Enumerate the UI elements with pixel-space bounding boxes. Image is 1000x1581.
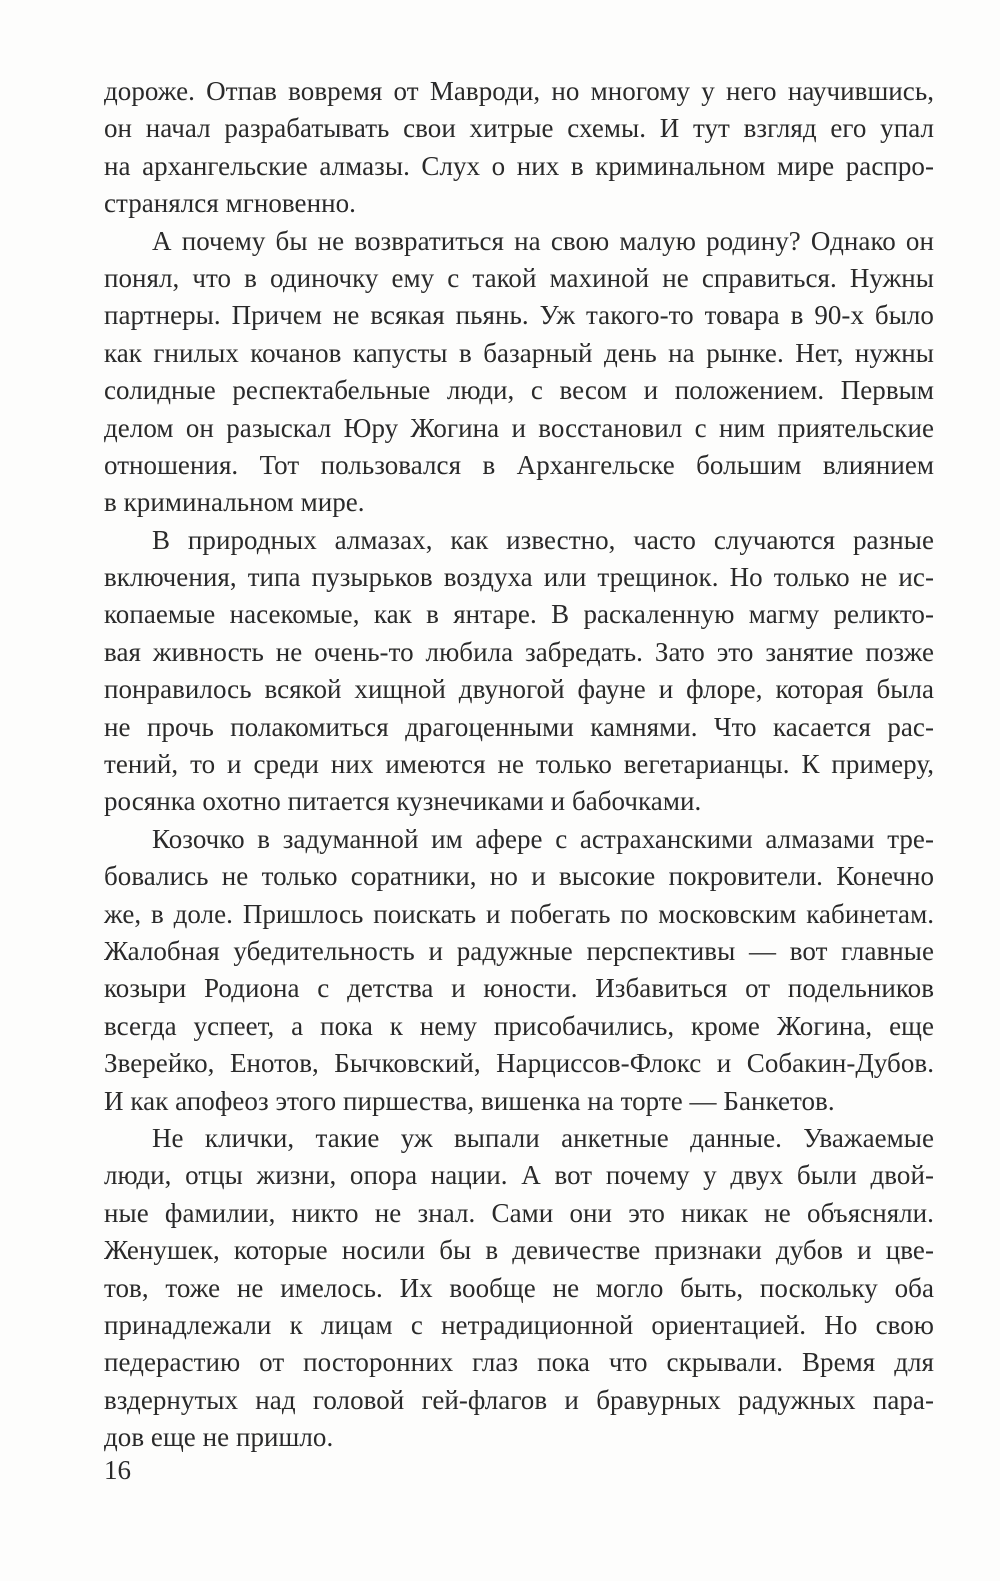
text-line: вая живность не очень-то любила забредать. Зато это занятие позже (104, 636, 934, 667)
text-line: дов еще не пришло. (104, 1422, 334, 1453)
text-line: странялся мгновенно. (104, 188, 356, 219)
text-line: И как апофеоз этого пиршества, вишенка на торте — Банкетов. (104, 1085, 835, 1116)
text-line: не прочь полакомиться драгоценными камнями. Что касается рас- (104, 711, 934, 742)
text-line: делом он разыскал Юру Жогина и восстановил с ним приятельские (104, 412, 934, 443)
page-number: 16 (104, 1455, 131, 1485)
text-line: копаемые насекомые, как в янтаре. В раскаленную магму реликто- (104, 599, 934, 630)
text-line: тов, тоже не имелось. Их вообще не могло быть, поскольку оба (104, 1272, 934, 1303)
text-line: бовались не только соратники, но и высокие покровители. Конечно (104, 861, 934, 892)
text-line: вздернутых над головой гей-флагов и бравурных радужных пара- (104, 1384, 934, 1415)
text-line: в криминальном мире. (104, 487, 365, 518)
text-line: Женушек, которые носили бы в девичестве признаки дубов и цве- (104, 1235, 934, 1266)
text-line: В природных алмазах, как известно, часто случаются разные (152, 524, 934, 555)
text-line: на архангельские алмазы. Слух о них в криминальном мире распро- (104, 150, 934, 181)
text-line: всегда успеет, а пока к нему присобачились, кроме Жогина, еще (104, 1010, 934, 1041)
text-line: же, в доле. Пришлось поискать и побегать по московским кабинетам. (104, 898, 934, 929)
body-text (104, 73, 934, 1456)
text-line: ные фамилии, никто не знал. Сами они это никак не объясняли. (104, 1197, 934, 1228)
text-line: тений, то и среди них имеются не только вегетарианцы. К примеру, (104, 749, 934, 780)
text-line: Козочко в задуманной им афере с астраханскими алмазами тре- (152, 823, 934, 854)
text-line: педерастию от посторонних глаз пока что скрывали. Время для (104, 1347, 934, 1378)
text-line: дороже. Отпав вовремя от Мавроди, но многому у него научившись, (104, 76, 934, 106)
text-line: включения, типа пузырьков воздуха или трещинок. Но только не ис- (104, 562, 934, 593)
text-line: он начал разрабатывать свои хитрые схемы. И тут взгляд его упал (104, 113, 934, 144)
text-line: Зверейко, Енотов, Бычковский, Нарциссов-Флокс и Собакин-Дубов. (104, 1048, 934, 1079)
text-line: козыри Родиона с детства и юности. Избавиться от подельников (104, 973, 934, 1004)
text-line: росянка охотно питается кузнечиками и бабочками. (104, 786, 702, 817)
text-line: отношения. Тот пользовался в Архангельске большим влиянием (104, 449, 934, 480)
text-line: А почему бы не возвратиться на свою малую родину? Однако он (152, 225, 934, 256)
text-line: понравилось всякой хищной двуногой фауне и флоре, которая была (104, 674, 934, 705)
text-line: Жалобная убедительность и радужные перспективы — вот главные (104, 935, 934, 966)
text-line: Не клички, такие уж выпали анкетные данные. Уважаемые (152, 1122, 934, 1153)
text-line: партнеры. Причем не всякая пьянь. Уж такого-то товара в 90-х было (104, 300, 934, 331)
text-line: понял, что в одиночку ему с такой махиной не справиться. Нужны (104, 262, 934, 293)
text-line: солидные респектабельные люди, с весом и положением. Первым (104, 375, 934, 406)
text-line: как гнилых кочанов капусты в базарный день на рынке. Нет, нужны (104, 337, 934, 368)
text-line: люди, отцы жизни, опора нации. А вот почему у двух были двой- (104, 1160, 934, 1191)
text-line: принадлежали к лицам с нетрадиционной ориентацией. Но свою (104, 1309, 934, 1340)
